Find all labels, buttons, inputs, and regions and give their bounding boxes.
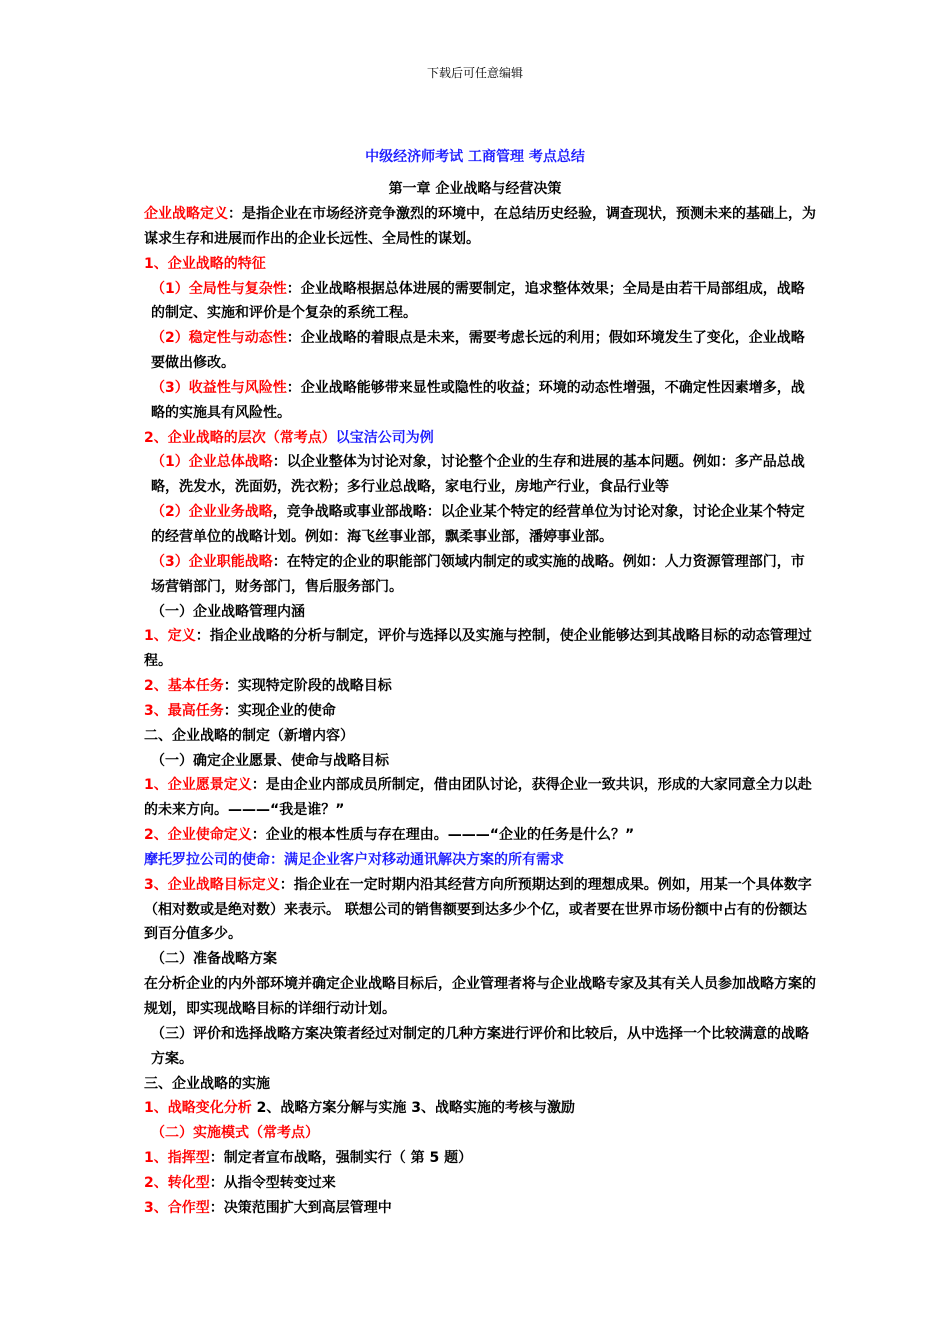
- definition-item: [144, 624, 816, 674]
- term-label: （2）企业业务战略: [151, 504, 273, 521]
- subsection-heading: （一）确定企业愿景、使命与战略目标: [151, 752, 389, 769]
- vision-item: [144, 773, 816, 823]
- feature-item: [144, 277, 816, 327]
- section-heading: [144, 426, 816, 451]
- section-heading: 二、企业战略的制定（新增内容）: [144, 727, 354, 744]
- definition-item: [144, 699, 816, 724]
- definition-item: [144, 674, 816, 699]
- feature-item: [144, 326, 816, 376]
- term-text: ：是指企业在市场经济竞争激烈的环境中，在总结历史经验，调查现状，预测未来的基础上，为谋求生存和进展而作出的企业长远性、全局性的谋划。: [144, 206, 816, 247]
- strategy-definition: [144, 202, 816, 252]
- section-heading: 三、企业战略的实施: [144, 1075, 270, 1092]
- subsection-heading: （二）实施模式（常考点）: [151, 1125, 319, 1142]
- term-label: 3、企业战略目标定义: [144, 876, 280, 893]
- document-title: 中级经济师考试 工商管理 考点总结: [365, 149, 585, 165]
- term-text: 2、战略方案分解与实施 3、战略实施的考核与激励: [251, 1100, 575, 1117]
- mode-item: [144, 1146, 816, 1171]
- term-label: 企业战略定义: [144, 206, 228, 222]
- term-label: （1）全局性与复杂性: [151, 280, 287, 297]
- term-label: （2）稳定性与动态性: [151, 330, 287, 347]
- term-label: 1、战略变化分析: [144, 1100, 252, 1117]
- term-text: ：是由企业内部成员所制定，借由团队讨论，获得企业一致共识，形成的大家同意全力以赴的未来方向。———“我是谁？”: [144, 777, 812, 819]
- term-label: （1）企业总体战略: [151, 454, 273, 471]
- term-text: ：决策范围扩大到高层管理中: [209, 1199, 392, 1216]
- term-label: 3、最高任务: [144, 702, 224, 719]
- chapter-heading: 第一章 企业战略与经营决策: [388, 181, 562, 197]
- motorola-mission: 摩托罗拉公司的使命：满足企业客户对移动通讯解决方案的所有需求: [144, 851, 564, 868]
- section-heading: 1、企业战略的特征: [144, 255, 266, 272]
- term-label: 2、基本任务: [144, 678, 224, 695]
- paragraph: （三）评价和选择战略方案决策者经过对制定的几种方案进行评价和比较后，从中选择一个比较满意的战略方案。: [151, 1025, 809, 1067]
- paragraph: 在分析企业的内外部环境并确定企业战略目标后，企业管理者将与企业战略专家及其有关人员参加战略方案的规划，即实现战略目标的详细行动计划。: [144, 976, 816, 1017]
- heading-label: 2、企业战略的层次（常考点）: [144, 429, 336, 446]
- heading-example: 以宝洁公司为例: [335, 429, 434, 446]
- term-label: 3、合作型: [144, 1199, 210, 1216]
- implementation-item: [144, 1096, 816, 1121]
- page-header: 下载后可任意编辑: [426, 66, 523, 80]
- term-text: ：从指令型转变过来: [209, 1174, 336, 1191]
- feature-item: [144, 376, 816, 426]
- term-text: ，竞争战略或事业部战略：以企业某个特定的经营单位为讨论对象，讨论企业某个特定的经营单位的战略计划。例如：海飞丝事业部，飘柔事业部，潘婷事业部。: [151, 504, 805, 545]
- level-item: [144, 500, 816, 550]
- term-text: ：指企业在一定时期内沿其经营方向所预期达到的理想成果。例如，用某一个具体数字（相对数或是绝对数）来表示。 联想公司的销售额要到达多少个亿，或者要在世界市场份额中占有的份额达到百分值多少。: [144, 876, 812, 943]
- mission-item: [144, 823, 816, 848]
- subsection-heading: （二）准备战略方案: [151, 951, 277, 968]
- term-label: （3）收益性与风险性: [151, 379, 287, 396]
- term-label: 2、企业使命定义: [144, 827, 252, 844]
- term-text: ：实现特定阶段的战略目标: [223, 678, 392, 695]
- level-item: [144, 450, 816, 500]
- term-text: ：企业战略的着眼点是未来，需要考虑长远的利用；假如环境发生了变化，企业战略要做出修改。: [151, 330, 805, 372]
- term-label: 1、定义: [144, 628, 196, 645]
- term-label: 1、企业愿景定义: [144, 777, 252, 794]
- term-text: ：指企业战略的分析与制定，评价与选择以及实施与控制，使企业能够达到其战略目标的动态管理过程。: [144, 628, 812, 670]
- objective-item: [144, 873, 816, 948]
- document-body: [144, 202, 816, 1221]
- term-text: ：制定者宣布战略，强制实行（ 第 5 题）: [209, 1150, 473, 1167]
- term-text: ：企业战略根据总体进展的需要制定，追求整体效果；全局是由若干局部组成，战略的制定、实施和评价是个复杂的系统工程。: [151, 280, 805, 322]
- term-text: ：企业战略能够带来显性或隐性的收益；环境的动态性增强，不确定性因素增多，战略的实施具有风险性。: [151, 379, 805, 421]
- mode-item: [144, 1171, 816, 1196]
- term-label: 2、转化型: [144, 1174, 210, 1191]
- term-label: 1、指挥型: [144, 1150, 210, 1167]
- level-item: [144, 550, 816, 600]
- term-label: （3）企业职能战略: [151, 553, 273, 570]
- term-text: ：在特定的企业的职能部门领域内制定的或实施的战略。例如：人力资源管理部门，市场营销部门，财务部门，售后服务部门。: [151, 553, 805, 595]
- term-text: ：实现企业的使命: [223, 702, 336, 719]
- subsection-heading: （一）企业战略管理内涵: [151, 603, 305, 620]
- term-text: ：企业的根本性质与存在理由。———“企业的任务是什么？”: [251, 827, 635, 844]
- term-text: ：以企业整体为讨论对象，讨论整个企业的生存和进展的基本问题。例如：多产品总战略，洗发水，洗面奶，洗衣粉；多行业总战略，家电行业，房地产行业，食品行业等: [151, 454, 805, 496]
- mode-item: [144, 1196, 816, 1221]
